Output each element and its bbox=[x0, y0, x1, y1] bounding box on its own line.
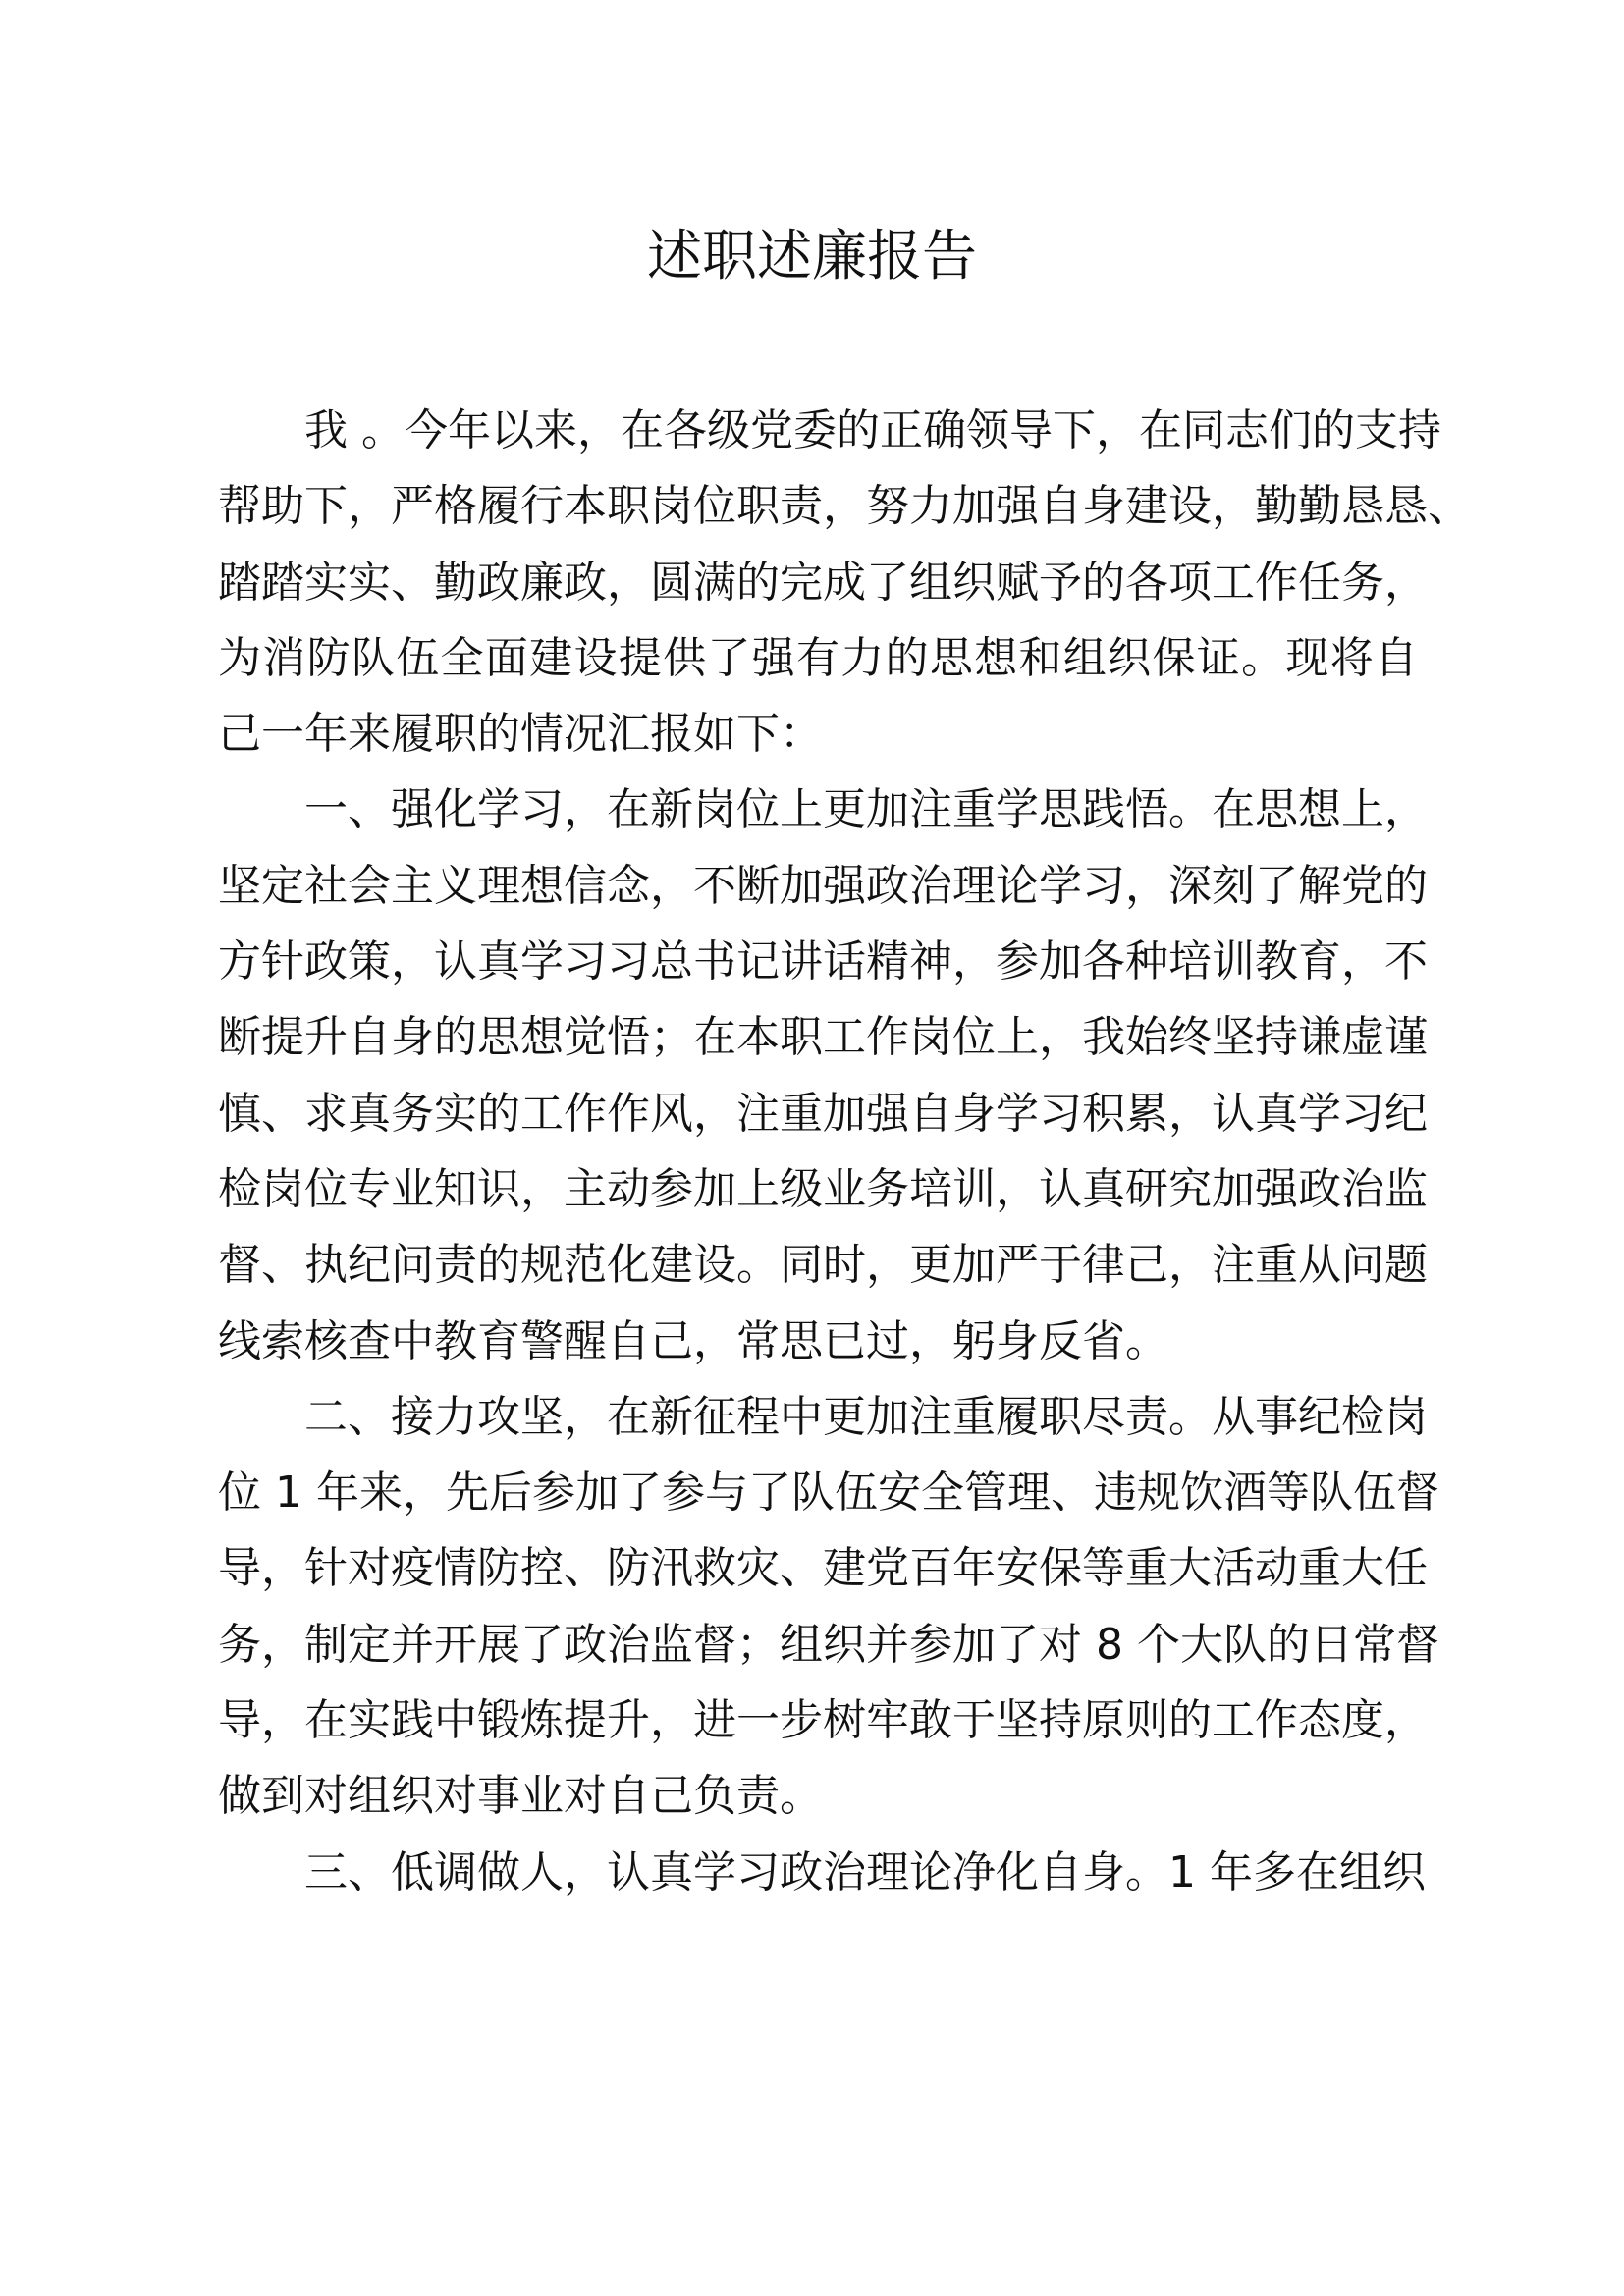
paragraph-section-1 bbox=[218, 772, 1428, 1378]
text-line: 方针政策，认真学习习总书记讲话精神，参加各种培训教育，不 bbox=[218, 936, 1428, 988]
text-line: 坚定社会主义理想信念，不断加强政治理论学习，深刻了解党的 bbox=[218, 860, 1428, 911]
section-heading-line: 二、接力攻坚，在新征程中更加注重履职尽责。从事纪检岗 bbox=[304, 1391, 1428, 1442]
text-line: 我 。今年以来，在各级党委的正确领导下，在同志们的支持 bbox=[304, 405, 1441, 455]
text-line: 线索核查中教育警醒自己，常思已过，躬身反省。 bbox=[218, 1315, 1168, 1366]
text-line: 踏踏实实、勤政廉政，圆满的完成了组织赋予的各项工作任务， bbox=[218, 557, 1428, 608]
text-line: 位 1 年来，先后参加了参与了队伍安全管理、违规饮酒等队伍督 bbox=[218, 1468, 1439, 1519]
document-title: 述职述廉报告 bbox=[647, 225, 977, 289]
text-line: 为消防队伍全面建设提供了强有力的思想和组织保证。现将自 bbox=[218, 632, 1418, 683]
text-line: 导，在实践中锻炼提升，进一步树牢敢于坚持原则的工作态度， bbox=[218, 1695, 1428, 1746]
text-line: 断提升自身的思想觉悟；在本职工作岗位上，我始终坚持谦虚谨 bbox=[218, 1012, 1428, 1063]
section-heading-line: 三、低调做人，认真学习政治理论净化自身。1 年多在组织 bbox=[304, 1846, 1426, 1897]
text-line: 慎、求真务实的工作作风，注重加强自身学习积累，认真学习纪 bbox=[218, 1088, 1428, 1139]
section-heading-line: 一、强化学习，在新岗位上更加注重学思践悟。在思想上， bbox=[304, 784, 1428, 835]
paragraph-intro bbox=[218, 393, 1471, 772]
document-body bbox=[218, 393, 1471, 1910]
paragraph-section-2 bbox=[218, 1379, 1439, 1835]
text-line: 导，针对疫情防控、防汛救灾、建党百年安保等重大活动重大任 bbox=[218, 1543, 1428, 1594]
text-line: 做到对组织对事业对自己负责。 bbox=[218, 1771, 823, 1822]
text-line: 务，制定并开展了政治监督；组织并参加了对 8 个大队的日常督 bbox=[218, 1619, 1439, 1670]
text-line: 检岗位专业知识，主动参加上级业务培训，认真研究加强政治监 bbox=[218, 1163, 1428, 1214]
text-line: 督、执纪问责的规范化建设。同时，更加严于律己，注重从问题 bbox=[218, 1240, 1428, 1291]
paragraph-section-3 bbox=[218, 1835, 1426, 1910]
text-line: 帮助下，严格履行本职岗位职责，努力加强自身建设，勤勤恳恳、 bbox=[218, 481, 1471, 532]
text-line: 己一年来履职的情况汇报如下： bbox=[218, 709, 823, 760]
